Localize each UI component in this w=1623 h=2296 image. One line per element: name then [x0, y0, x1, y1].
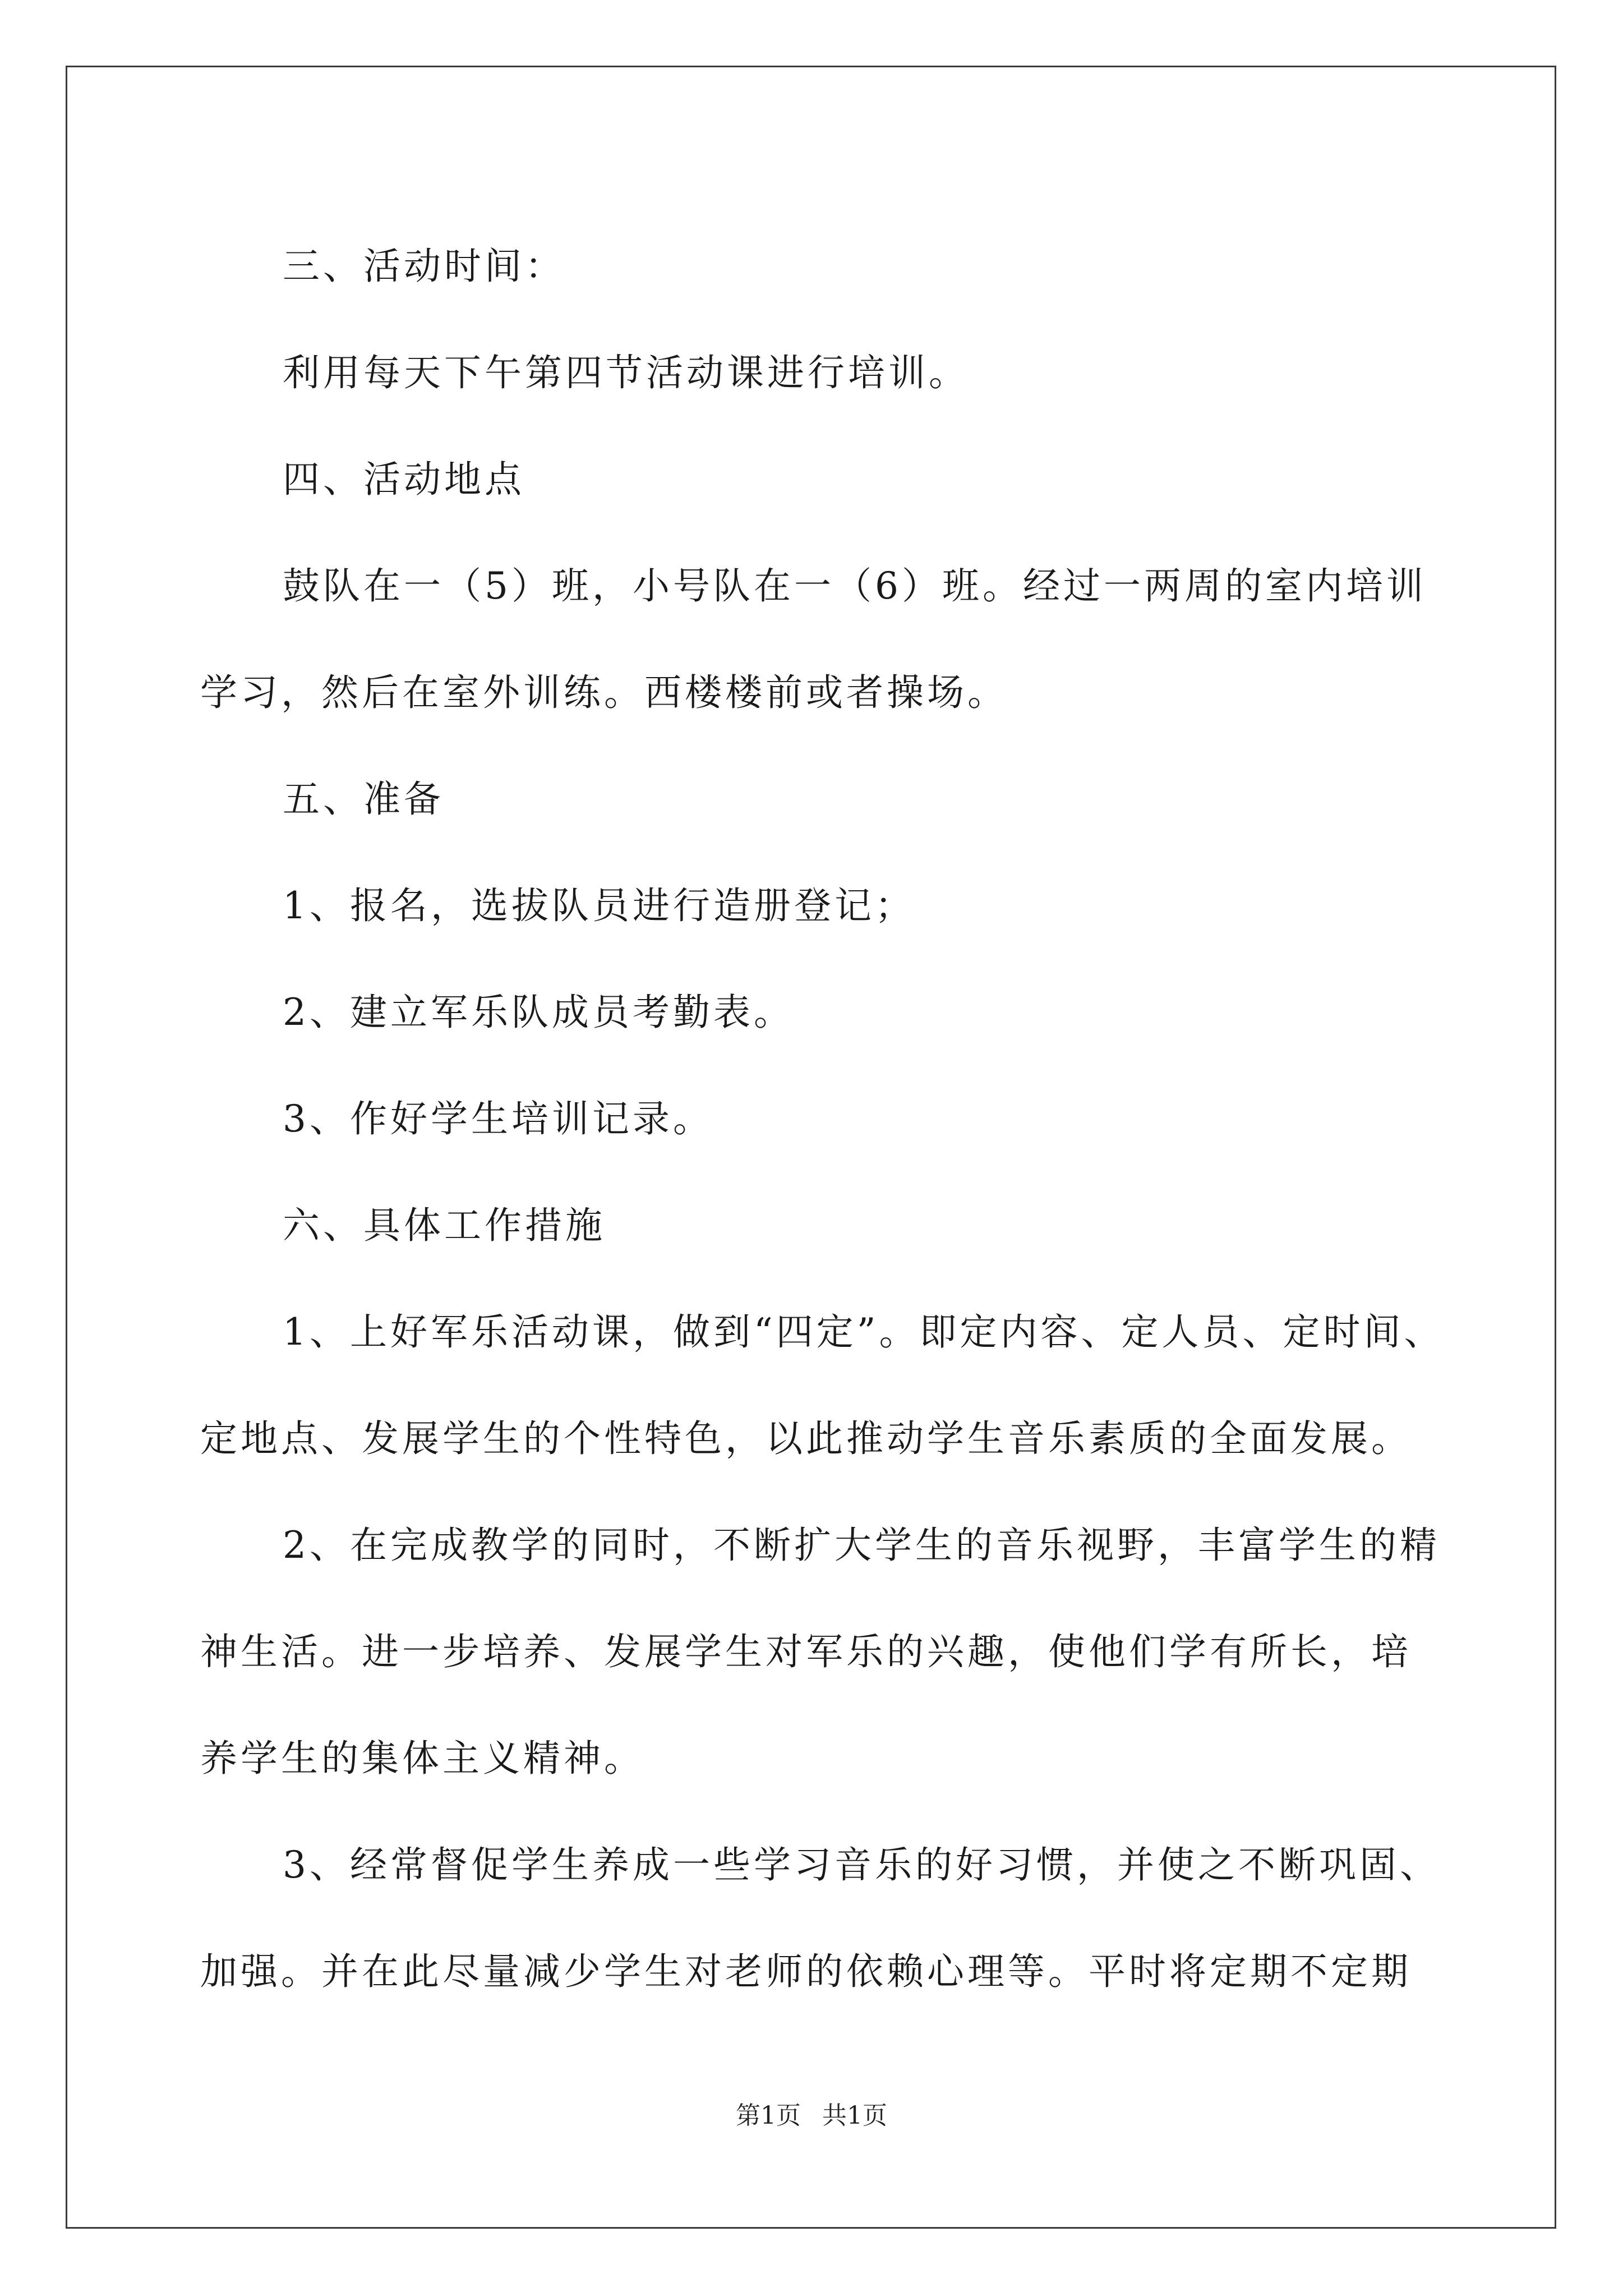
list-item: 3、作好学生培训记录。	[283, 1097, 713, 1140]
list-item: 2、建立军乐队成员考勤表。	[283, 991, 794, 1034]
paragraph-line: 定地点、发展学生的个性特色，以此推动学生音乐素质的全面发展。	[200, 1417, 1412, 1460]
list-item: 1、报名，选拔队员进行造册登记；	[283, 884, 915, 927]
paragraph-line: 1、上好军乐活动课，做到“四定”。即定内容、定人员、定时间、	[283, 1310, 1445, 1354]
paragraph-line: 利用每天下午第四节活动课进行培训。	[283, 351, 969, 394]
paragraph-line: 神生活。进一步培养、发展学生对军乐的兴趣，使他们学有所长，培	[200, 1630, 1412, 1673]
paragraph-line: 3、经常督促学生养成一些学习音乐的好习惯，并使之不断巩固、	[283, 1843, 1440, 1887]
document-body	[200, 213, 1445, 2025]
paragraph-line: 2、在完成教学的同时，不断扩大学生的音乐视野，丰富学生的精	[283, 1524, 1440, 1567]
section-heading-measures: 六、具体工作措施	[283, 1204, 606, 1247]
page-footer	[0, 2095, 1623, 2131]
section-heading-time: 三、活动时间：	[283, 245, 565, 288]
section-heading-location: 四、活动地点	[283, 458, 525, 501]
paragraph-line: 养学生的集体主义精神。	[200, 1737, 644, 1780]
page-total: 共1页	[822, 2101, 887, 2130]
page-number: 第1页	[736, 2101, 801, 2130]
paragraph-line: 学习，然后在室外训练。西楼楼前或者操场。	[200, 671, 1008, 714]
paragraph-line: 鼓队在一（5）班，小号队在一（6）班。经过一两周的室内培训	[283, 564, 1427, 608]
section-heading-preparation: 五、准备	[283, 777, 444, 821]
paragraph-line: 加强。并在此尽量减少学生对老师的依赖心理等。平时将定期不定期	[200, 1950, 1412, 1993]
